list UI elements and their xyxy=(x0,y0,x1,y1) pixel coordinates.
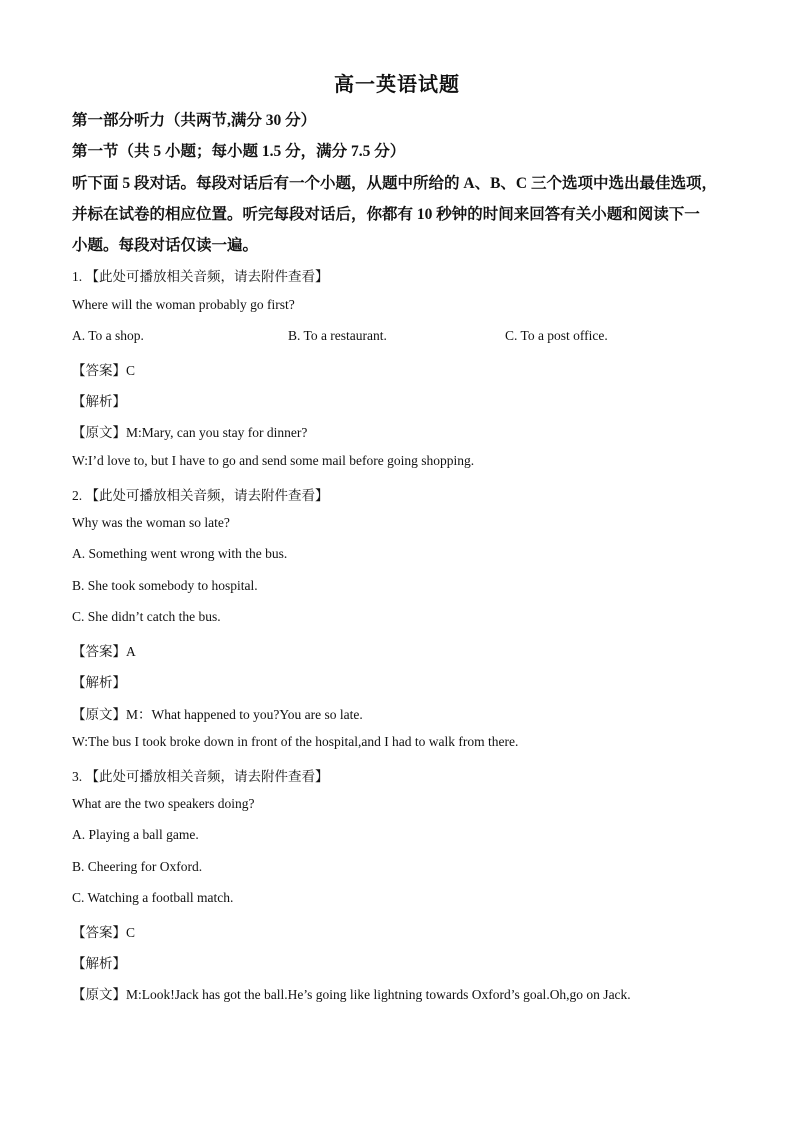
q1-option-a: A. To a shop. xyxy=(72,328,144,343)
section-heading: 第一节（共 5 小题；每小题 1.5 分，满分 7.5 分） xyxy=(72,143,406,160)
part-heading: 第一部分听力（共两节,满分 30 分） xyxy=(72,112,317,129)
q3-option-a: A. Playing a ball game. xyxy=(72,827,199,842)
q2-analysis: 【解析】 xyxy=(72,675,126,690)
q3-audio-note: 3. 【此处可播放相关音频，请去附件查看】 xyxy=(72,769,329,784)
q2-option-b: B. She took somebody to hospital. xyxy=(72,578,258,593)
q1-option-b: B. To a restaurant. xyxy=(288,328,387,343)
page-title: 高一英语试题 xyxy=(334,74,460,96)
q1-transcript-line: W:I’d love to, but I have to go and send some mail before going shopping. xyxy=(72,453,475,468)
q3-question: What are the two speakers doing? xyxy=(72,796,255,811)
q1-analysis: 【解析】 xyxy=(72,394,126,409)
q3-analysis: 【解析】 xyxy=(72,956,126,971)
instruction-line: 听下面 5 段对话。每段对话后有一个小题，从题中所给的 A、B、C 三个选项中选出最佳选项， xyxy=(72,175,717,192)
q3-option-c: C. Watching a football match. xyxy=(72,890,234,905)
q1-question: Where will the woman probably go first? xyxy=(72,297,295,312)
q2-question: Why was the woman so late? xyxy=(72,515,230,530)
instruction-line: 并标在试卷的相应位置。听完每段对话后，你都有 10 秒钟的时间来回答有关小题和阅读下一 xyxy=(72,206,700,223)
q1-audio-note: 1. 【此处可播放相关音频，请去附件查看】 xyxy=(72,269,329,284)
q2-audio-note: 2. 【此处可播放相关音频，请去附件查看】 xyxy=(72,488,329,503)
q1-answer: 【答案】C xyxy=(72,363,136,378)
q2-transcript-line: 【原文】M：What happened to you?You are so late. xyxy=(72,707,363,722)
q3-option-b: B. Cheering for Oxford. xyxy=(72,859,203,874)
q2-option-a: A. Something went wrong with the bus. xyxy=(72,546,288,561)
instruction-line: 小题。每段对话仅读一遍。 xyxy=(72,237,259,254)
q3-transcript-line: 【原文】M:Look!Jack has got the ball.He’s going like lightning towards Oxford’s goal.Oh,go on Jack. xyxy=(72,987,631,1002)
q3-answer: 【答案】C xyxy=(72,925,136,940)
q2-transcript-line: W:The bus I took broke down in front of the hospital,and I had to walk from there. xyxy=(72,734,519,749)
q2-option-c: C. She didn’t catch the bus. xyxy=(72,609,221,624)
q1-option-c: C. To a post office. xyxy=(505,328,608,343)
q2-answer: 【答案】A xyxy=(72,644,136,659)
q1-transcript-line: 【原文】M:Mary, can you stay for dinner? xyxy=(72,425,308,440)
